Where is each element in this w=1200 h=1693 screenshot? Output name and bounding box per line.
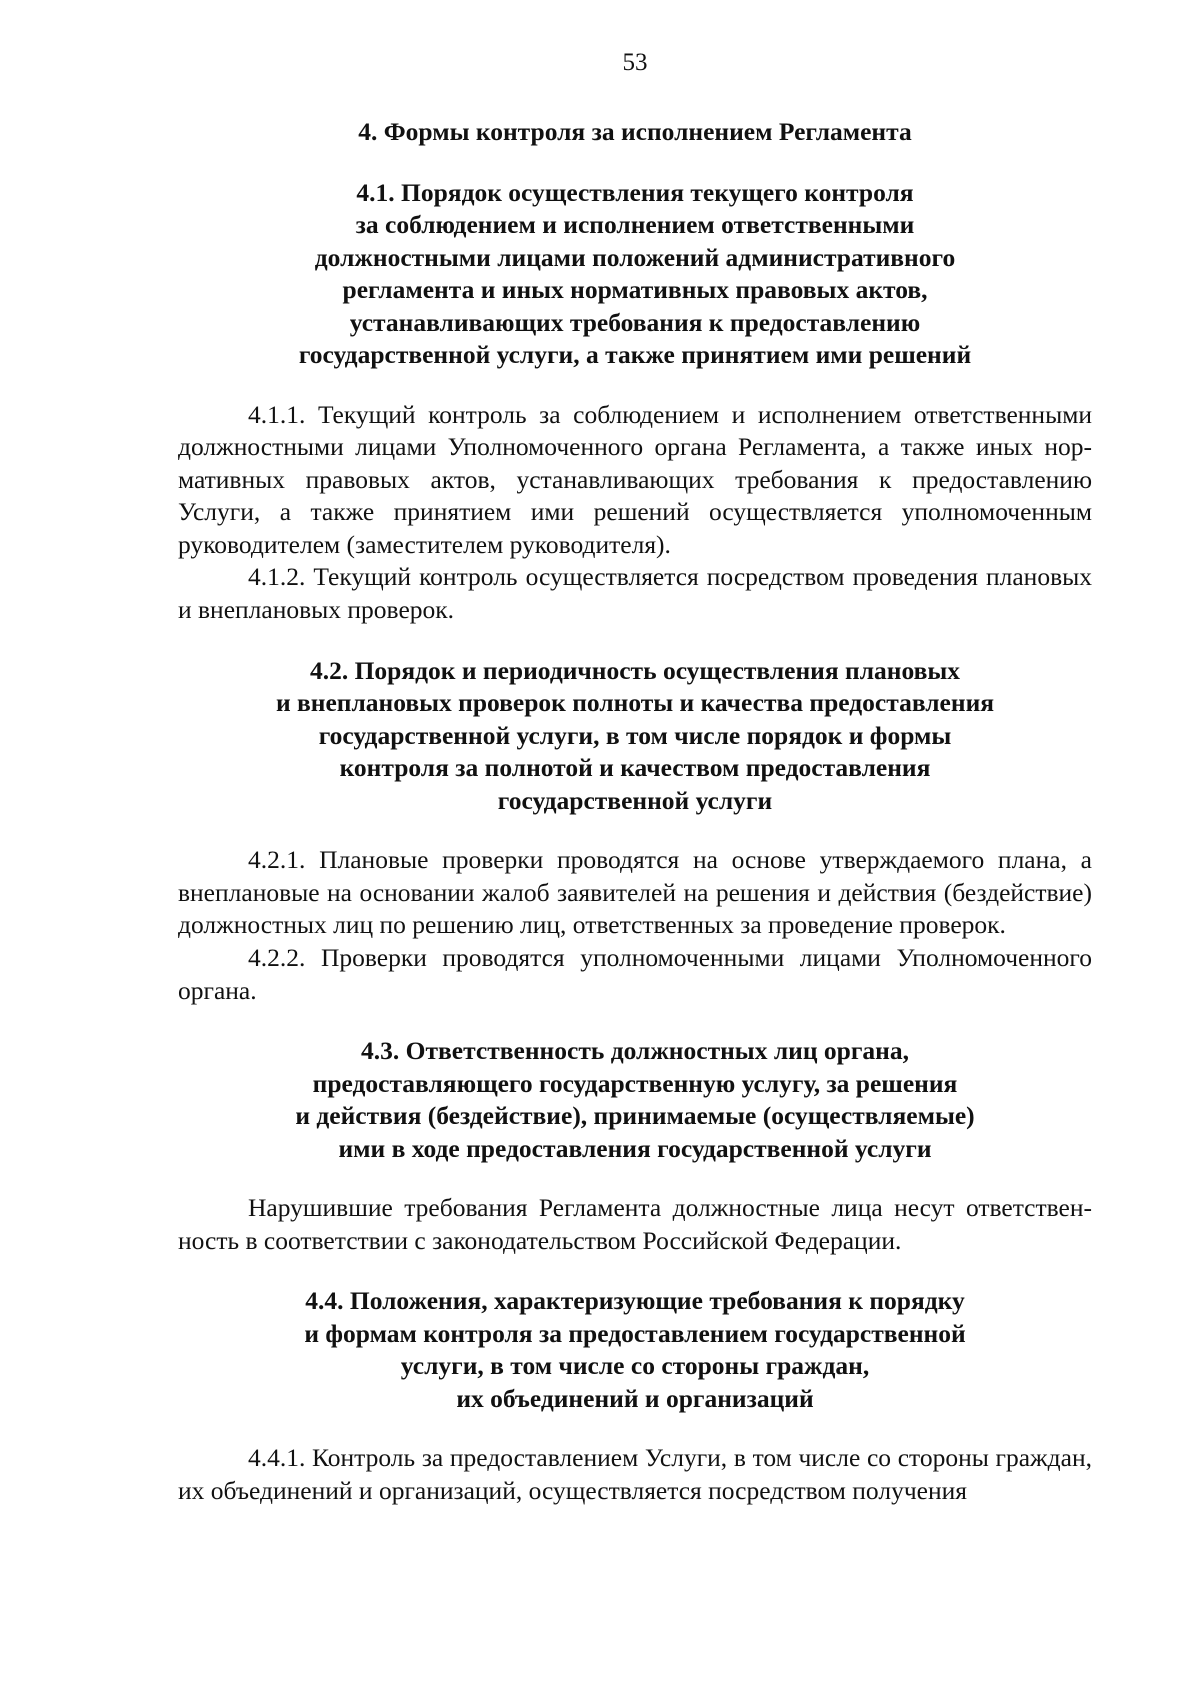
heading-line: за соблюдением и исполнением ответственными [355,210,915,239]
heading-line: устанавливающих требования к предоставлению [349,307,921,337]
heading-line: их объединений и организаций [456,1383,814,1413]
heading-line: и действия (бездействие), принимаемые (осуществляемые) [295,1101,975,1131]
heading-line: государственной услуги, а также принятием ими решений [298,340,972,369]
section-4-2-heading [178,655,1092,818]
section-4-title: 4. Формы контроля за исполнением Регламента [358,117,912,146]
heading-line: 4.1. Порядок осуществления текущего контроля [356,177,914,207]
heading-line: 4.4. Положения, характеризующие требования к порядку [305,1286,965,1316]
heading-line: государственной услуги [497,785,773,815]
paragraph-4-2-2: 4.2.2. Проверки проводятся уполномоченными лицами Уполномоченного органа. [178,942,1092,1005]
paragraph-4-1-2: 4.1.2. Текущий контроль осуществляется посредством проведения плановых и внеплановых проверок. [178,562,1092,625]
heading-line: ими в ходе предоставления государственной услуги [338,1133,932,1163]
paragraph-4-1-1: 4.1.1. Текущий контроль за соблюдением и исполнением ответственными должностными лицами Уполномоченного органа Регламента, а также иных нормативных правовых актов, устанавливающих требования к предоставлению Услуги, а также принятием ими решений осуществляется уполномоченным руководителем (заместителем руководителя). [178,399,1092,559]
heading-line: государственной услуги, в том числе порядок и формы [318,720,952,750]
heading-line: 4.3. Ответственность должностных лиц органа, [361,1036,909,1066]
heading-line: и внеплановых проверок полноты и качества предоставления [275,688,995,718]
heading-line: контроля за полнотой и качеством предоставления [339,753,931,783]
page-number: 53 [622,49,648,76]
section-4-3-heading [178,1035,1092,1165]
paragraph-4-3: Нарушившие требования Регламента должностные лица несут ответственность в соответствии с законодательством Российской Федерации. [178,1193,1092,1255]
heading-line: регламента и иных нормативных правовых актов, [342,275,928,304]
heading-line: предоставляющего государственную услугу, за решения [312,1068,958,1098]
paragraph-4-4-1: 4.4.1. Контроль за предоставлением Услуги, в том числе со стороны граждан, их объединений и организаций, осуществляется посредством получения [178,1443,1092,1505]
heading-line: 4.2. Порядок и периодичность осуществления плановых [309,655,961,685]
heading-line: и формам контроля за предоставлением государственной [304,1318,966,1348]
page-content [178,116,1092,1508]
section-4-1-heading [178,177,1092,372]
heading-line: услуги, в том числе со стороны граждан, [400,1351,870,1381]
paragraph-4-2-1: 4.2.1. Плановые проверки проводятся на основе утверждаемого плана, а внеплановые на основании жалоб заявителей на решения и действия (бездействие) должностных лиц по решению лиц, ответственных за проведение проверок. [178,845,1092,940]
section-4-4-heading [178,1285,1092,1415]
heading-line: должностными лицами положений административного [314,242,956,272]
